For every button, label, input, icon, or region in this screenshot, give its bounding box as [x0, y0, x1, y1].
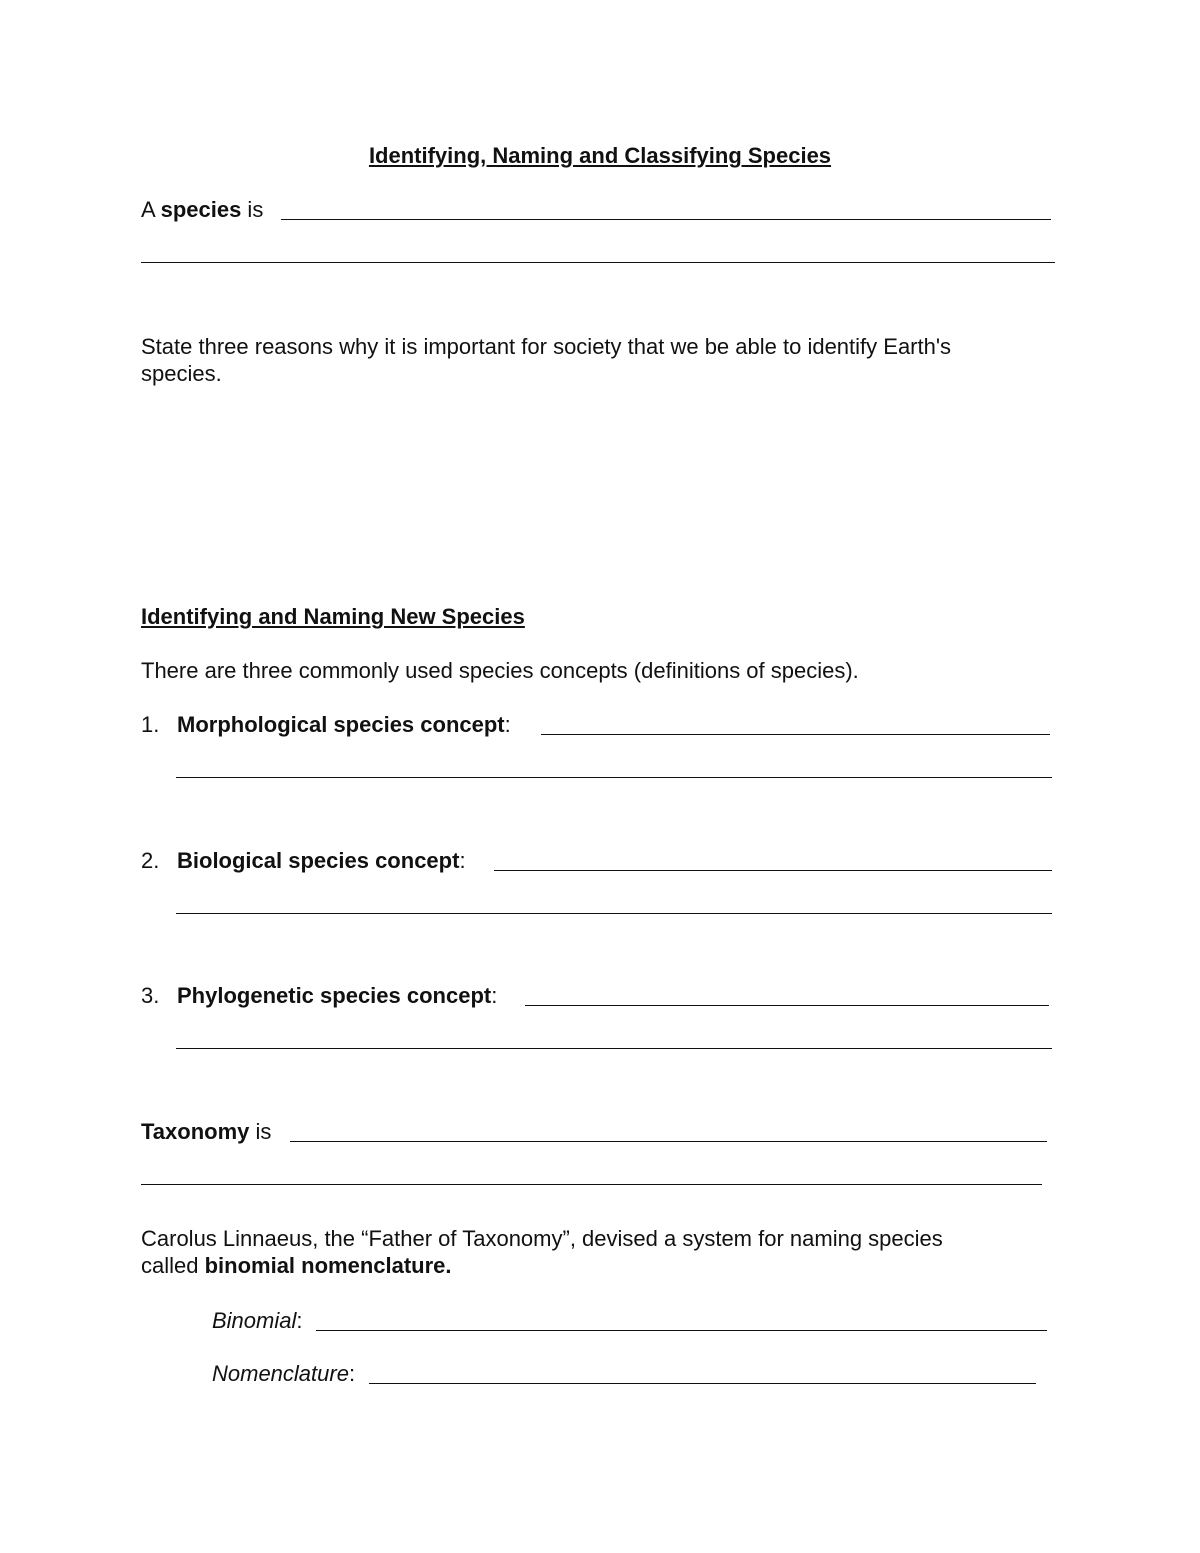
- concept-term: Morphological species concept: [177, 712, 505, 737]
- taxonomy-definition-prompt: [141, 1119, 271, 1145]
- concepts-intro: There are three commonly used species concepts (definitions of species).: [141, 658, 859, 683]
- page-title: Identifying, Naming and Classifying Species: [368, 143, 832, 168]
- nomenclature-answer-line[interactable]: [369, 1383, 1036, 1384]
- species-term: species: [160, 197, 242, 222]
- linnaeus-line-2: [141, 1253, 452, 1279]
- species-answer-line-2[interactable]: [141, 262, 1055, 263]
- species-definition-prompt: [141, 197, 263, 223]
- concept-number: 2.: [141, 848, 160, 873]
- concept-item-morphological: [141, 712, 511, 738]
- biological-answer-line-1[interactable]: [494, 870, 1052, 871]
- concept-item-phylogenetic: [141, 983, 497, 1009]
- concept-number: 3.: [141, 983, 160, 1008]
- concept-item-biological: [141, 848, 466, 874]
- nomenclature-colon: :: [348, 1361, 356, 1386]
- section-heading: Identifying and Naming New Species: [141, 604, 525, 629]
- linnaeus-line-1: Carolus Linnaeus, the “Father of Taxonomy”, devised a system for naming species: [141, 1226, 943, 1251]
- species-prefix: A: [141, 197, 161, 222]
- concept-term: Biological species concept: [177, 848, 460, 873]
- binomial-colon: :: [296, 1308, 303, 1333]
- binomial-nomenclature-term: binomial nomenclature.: [204, 1253, 452, 1278]
- nomenclature-prompt: [212, 1361, 355, 1387]
- morphological-answer-line-2[interactable]: [176, 777, 1052, 778]
- concept-term: Phylogenetic species concept: [177, 983, 492, 1008]
- concept-colon: :: [504, 712, 511, 737]
- nomenclature-label: Nomenclature: [212, 1361, 349, 1386]
- biological-answer-line-2[interactable]: [176, 913, 1052, 914]
- taxonomy-term: Taxonomy: [141, 1119, 250, 1144]
- reasons-prompt-line-2: species.: [141, 361, 222, 386]
- linnaeus-prefix: called: [141, 1253, 205, 1278]
- taxonomy-answer-line-2[interactable]: [141, 1184, 1042, 1185]
- binomial-answer-line[interactable]: [316, 1330, 1047, 1331]
- taxonomy-answer-line-1[interactable]: [290, 1141, 1047, 1142]
- concept-number: 1.: [141, 712, 160, 737]
- phylogenetic-answer-line-2[interactable]: [176, 1048, 1052, 1049]
- reasons-prompt-line-1: State three reasons why it is important for society that we be able to identify Earth's: [141, 334, 952, 359]
- species-suffix: is: [241, 197, 264, 222]
- morphological-answer-line-1[interactable]: [541, 734, 1050, 735]
- phylogenetic-answer-line-1[interactable]: [525, 1005, 1049, 1006]
- concept-colon: :: [491, 983, 498, 1008]
- binomial-prompt: [212, 1308, 303, 1334]
- species-answer-line-1[interactable]: [281, 219, 1051, 220]
- binomial-label: Binomial: [212, 1308, 297, 1333]
- concept-colon: :: [459, 848, 466, 873]
- taxonomy-suffix: is: [249, 1119, 272, 1144]
